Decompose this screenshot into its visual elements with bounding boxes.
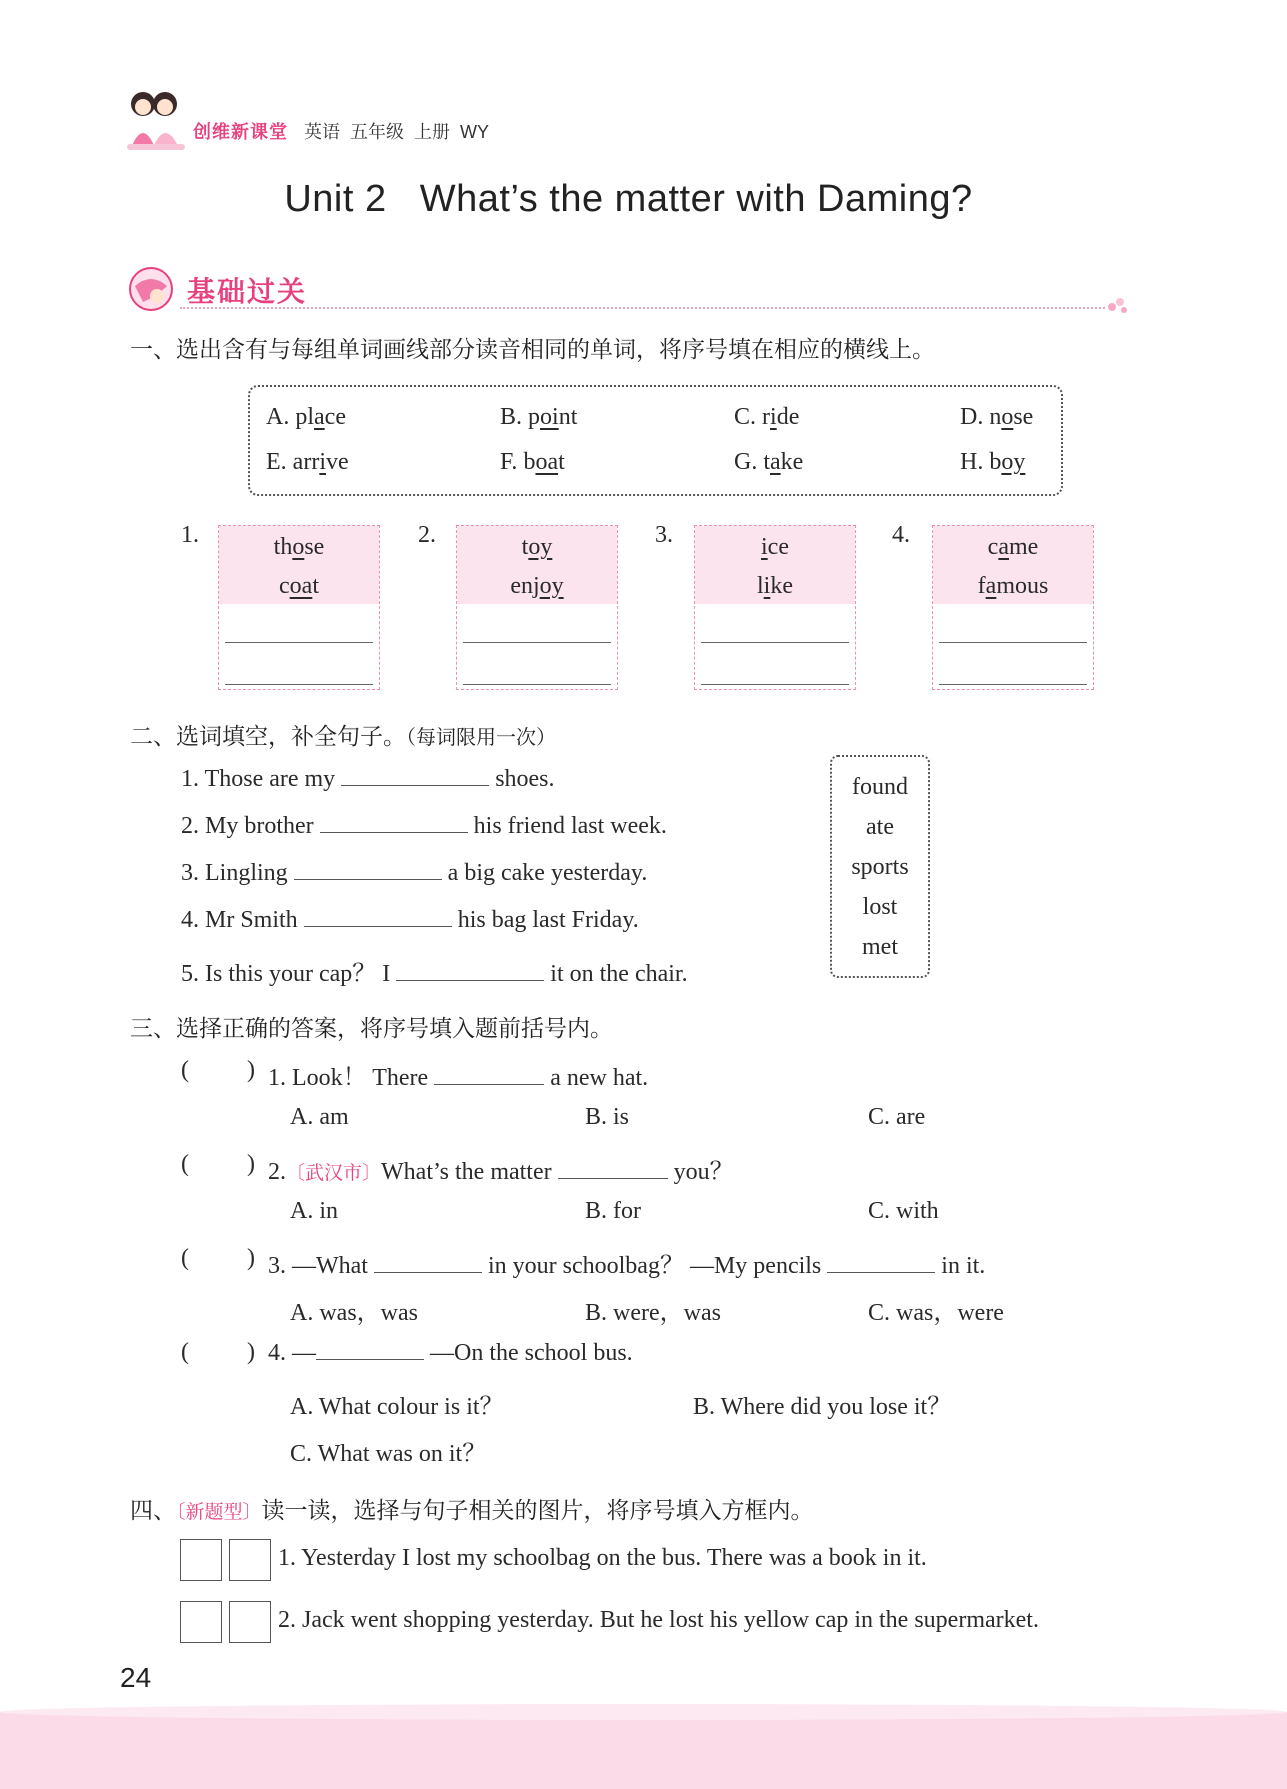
kids-mascot-logo [125,88,187,154]
region-tag: 〔武汉市〕 [286,1163,382,1184]
mc-4-option-a[interactable]: A. What colour is it？ [290,1394,504,1420]
fill-blank[interactable] [294,859,442,880]
word-group-card [218,525,380,690]
edition: WY [460,122,489,142]
new-type-tag: 〔新题型〕 [176,1502,262,1523]
word-bank-item: met [862,934,898,960]
mc-2-option-b[interactable]: B. for [585,1198,641,1224]
group-word-1: came [987,534,1039,560]
answer-box-1a[interactable] [180,1539,222,1581]
group-number: 1. [181,522,199,548]
mc-blank-1[interactable] [434,1064,544,1085]
answer-box-2a[interactable] [180,1601,222,1643]
mc-3-option-b[interactable]: B. were，was [585,1300,721,1326]
mc-question-3: 3. —What in your schoolbag？ —My pencils in it. [268,1253,986,1279]
brand-name: 创维新课堂 [193,122,288,142]
mc-question-4: 4. — —On the school bus. [268,1340,633,1366]
mc-question-2: 2.〔武汉市〕What’s the matter you？ [268,1159,734,1185]
mc-blank-3a[interactable] [374,1252,482,1273]
mc-1-option-c[interactable]: C. are [868,1104,926,1130]
fill-sentence: 5. Is this your cap？ I it on the chair. [181,961,688,987]
part2-heading [130,718,556,751]
group-word-1: ice [761,534,789,560]
globe-kid-icon [127,266,177,312]
answer-paren-3[interactable]: ( ) [181,1245,255,1271]
option-b: B. point [500,404,578,430]
mc-question-1: 1. Look！ There a new hat. [268,1065,649,1091]
answer-box-1b[interactable] [229,1539,271,1581]
fill-blank[interactable] [341,765,489,786]
word-group-card [456,525,618,690]
group-word-2: like [757,573,793,599]
group-word-2: famous [977,573,1049,599]
answer-line-1[interactable] [225,642,373,643]
part2-heading-text: 二、选词填空，补全句子。 [130,723,406,749]
option-a: A. place [266,404,346,430]
group-word-2: coat [279,573,319,599]
fill-sentence: 2. My brother his friend last week. [181,813,667,839]
fill-sentence: 3. Lingling a big cake yesterday. [181,860,648,886]
mc-1-option-a[interactable]: A. am [290,1104,349,1130]
word-group-card [932,525,1094,690]
volume: 上册 [414,122,450,142]
answer-paren-2[interactable]: ( ) [181,1151,255,1177]
answer-line-2[interactable] [225,684,373,685]
mc-2-option-a[interactable]: A. in [290,1198,338,1224]
word-group-card [694,525,856,690]
group-number: 3. [655,522,673,548]
answer-paren-4[interactable]: ( ) [181,1339,255,1365]
option-e: E. arrive [266,449,349,475]
part4-heading: 四、〔新题型〕读一读，选择与句子相关的图片，将序号填入方框内。 [130,1497,814,1523]
mc-blank-2[interactable] [558,1158,668,1179]
word-bank-item: found [852,774,908,800]
part3-heading: 三、选择正确的答案，将序号填入题前括号内。 [130,1015,613,1041]
section-title: 基础过关 [187,276,308,307]
fill-sentence: 4. Mr Smith his bag last Friday. [181,907,639,933]
mc-blank-4[interactable] [316,1339,424,1360]
fill-blank[interactable] [320,812,468,833]
group-number: 4. [892,522,910,548]
mc-2-option-c[interactable]: C. with [868,1198,939,1224]
part1-heading: 一、选出含有与每组单词画线部分读音相同的单词，将序号填在相应的横线上。 [130,336,935,362]
unit-title: Unit 2 What’s the matter with Daming? [284,178,973,220]
answer-box-2b[interactable] [229,1601,271,1643]
mc-4-option-c[interactable]: C. What was on it？ [290,1441,487,1467]
group-word-2: enjoy [510,573,564,599]
mc-4-option-b[interactable]: B. Where did you lose it？ [693,1394,952,1420]
picture-sentence-1: 1. Yesterday I lost my schoolbag on the bus. There was a book in it. [278,1545,927,1571]
answer-paren-1[interactable]: ( ) [181,1057,255,1083]
option-h: H. boy [960,449,1026,475]
word-bank-item: ate [866,814,894,840]
mc-blank-3b[interactable] [827,1252,935,1273]
grade: 五年级 [350,122,404,142]
footer-band [0,1712,1287,1789]
option-f: F. boat [500,449,565,475]
fill-blank[interactable] [396,960,544,981]
answer-line-2[interactable] [701,684,849,685]
fill-blank[interactable] [304,906,452,927]
mc-1-option-b[interactable]: B. is [585,1104,630,1130]
options-box [248,385,1063,496]
option-g: G. take [734,449,804,475]
word-bank-item: lost [862,894,898,920]
option-d: D. nose [960,404,1034,430]
word-bank-item: sports [851,854,909,880]
group-word-1: those [273,534,325,560]
answer-line-2[interactable] [463,684,611,685]
section-divider [180,307,1105,309]
subject: 英语 [304,122,340,142]
mc-3-option-a[interactable]: A. was，was [290,1300,418,1326]
group-word-1: toy [521,534,553,560]
part2-note: （每词限用一次） [406,725,556,749]
fill-sentence: 1. Those are my shoes. [181,766,555,792]
picture-sentence-2: 2. Jack went shopping yesterday. But he lost his yellow cap in the supermarket. [278,1607,1039,1633]
page-number: 24 [120,1662,152,1693]
book-info [304,118,499,144]
answer-line-1[interactable] [463,642,611,643]
option-c: C. ride [734,404,800,430]
word-bank [830,755,930,978]
flower-dots-icon [1106,296,1130,316]
answer-line-1[interactable] [701,642,849,643]
answer-line-1[interactable] [939,642,1087,643]
group-number: 2. [418,522,436,548]
mc-3-option-c[interactable]: C. was，were [868,1300,1004,1326]
answer-line-2[interactable] [939,684,1087,685]
